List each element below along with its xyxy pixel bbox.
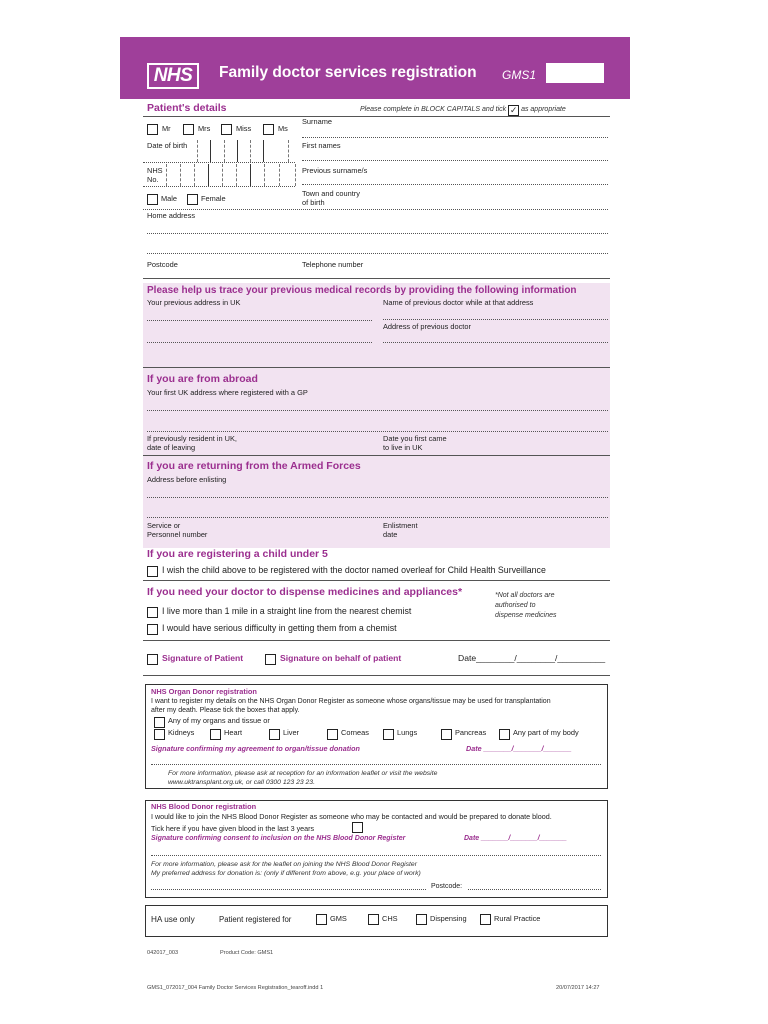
- first-names-label: First names: [302, 141, 341, 150]
- date-of-leaving-label: If previously resident in UK, date of leaving: [147, 434, 237, 452]
- nhs-separator: [194, 164, 195, 186]
- home-address-line-1[interactable]: [147, 233, 608, 234]
- tick-icon: ✓: [509, 105, 518, 115]
- blood-signature-field[interactable]: [151, 855, 601, 856]
- footer-timestamp: 20/07/2017 14:27: [556, 985, 600, 991]
- child-surveillance-checkbox[interactable]: [147, 566, 158, 577]
- dob-separator: [224, 140, 225, 162]
- footer-ref: 042017_003: [147, 950, 179, 956]
- blood-donor-text: I would like to join the NHS Blood Donor Register as someone who may be contacted and would be prepared to donate blood.: [151, 812, 552, 821]
- organ-heart-checkbox[interactable]: [210, 729, 221, 740]
- blood-info-text: For more information, please ask for the leaflet on joining the NHS Blood Donor Register My preferred address for donation is: (only if different from above, e.g. your place of work): [151, 861, 421, 877]
- organ-heart-label: Heart: [224, 728, 243, 737]
- dispense-difficulty-checkbox[interactable]: [147, 624, 158, 635]
- organ-lungs-label: Lungs: [397, 728, 418, 737]
- title-miss-label: Miss: [236, 124, 252, 133]
- organ-pancreas-checkbox[interactable]: [441, 729, 452, 740]
- organ-donor-title: NHS Organ Donor registration: [151, 687, 257, 696]
- nhs-separator: [279, 164, 280, 186]
- female-checkbox[interactable]: [187, 194, 198, 205]
- signature-patient-label: Signature of Patient: [162, 653, 244, 663]
- nhs-logo: NHS: [147, 63, 199, 89]
- form-code-field[interactable]: [546, 63, 604, 83]
- divider: [143, 278, 610, 279]
- divider: [143, 162, 295, 163]
- dob-separator: [263, 140, 264, 162]
- organ-signature-field[interactable]: [151, 764, 601, 765]
- divider: [143, 116, 610, 117]
- telephone-label: Telephone number: [302, 260, 364, 269]
- address-before-enlisting-label: Address before enlisting: [147, 475, 227, 484]
- divider: [143, 580, 610, 581]
- prev-address-label: Your previous address in UK: [147, 298, 241, 307]
- ha-gms-checkbox[interactable]: [316, 914, 327, 925]
- instruction-text: Please complete in BLOCK CAPITALS and tick ✓ as appropriate: [360, 105, 566, 115]
- doctor-address-line[interactable]: [383, 342, 608, 343]
- trace-records-panel: [143, 283, 610, 548]
- ha-rural-practice-label: Rural Practice: [494, 914, 541, 923]
- organ-any-part-checkbox[interactable]: [499, 729, 510, 740]
- patient-details-title: Patient's details: [147, 102, 227, 114]
- blood-postcode-label: Postcode:: [431, 883, 463, 890]
- surname-field[interactable]: [302, 137, 608, 138]
- personnel-number-label: Service or Personnel number: [147, 521, 208, 539]
- child-title: If you are registering a child under 5: [147, 548, 328, 560]
- dispense-distance-label: I live more than 1 mile in a straight line from the nearest chemist: [162, 606, 412, 616]
- ha-rural-practice-checkbox[interactable]: [480, 914, 491, 925]
- footer-product-code: Product Code: GMS1: [220, 950, 274, 956]
- dispense-difficulty-label: I would have serious difficulty in getting them from a chemist: [162, 623, 397, 633]
- dob-separator: [250, 140, 251, 162]
- organ-liver-checkbox[interactable]: [269, 729, 280, 740]
- ha-chs-label: CHS: [382, 914, 398, 923]
- divider: [143, 186, 295, 187]
- organ-liver-label: Liver: [283, 728, 300, 737]
- signature-behalf-checkbox[interactable]: [265, 654, 276, 665]
- blood-signature-date[interactable]: Date _______/_______/_______: [464, 835, 567, 842]
- organ-donor-text: I want to register my details on the NHS Organ Donor Register as someone whose organs/tissue may be used for transplantation after my death. Please tick the boxes that apply.: [151, 698, 551, 714]
- divider: [143, 675, 610, 676]
- blood-address-field[interactable]: [151, 889, 426, 890]
- title-ms-label: Ms: [278, 124, 288, 133]
- title-mrs-checkbox[interactable]: [183, 124, 194, 135]
- organ-signature-label: Signature confirming my agreement to organ/tissue donation: [151, 744, 360, 753]
- organ-signature-date[interactable]: Date _______/_______/_______: [466, 744, 572, 753]
- previous-surnames-label: Previous surname/s: [302, 166, 368, 175]
- divider: [143, 640, 610, 641]
- organ-corneas-label: Corneas: [341, 728, 369, 737]
- blood-postcode-field[interactable]: [468, 889, 601, 890]
- previous-surnames-field[interactable]: [302, 184, 608, 185]
- dob-separator: [210, 140, 211, 162]
- first-uk-address-label: Your first UK address where registered with a GP: [147, 388, 308, 397]
- organ-info-text: For more information, please ask at reception for an information leaflet or visit the website www.uktransplant.org.uk, or call 0300 123 23 23.: [168, 770, 438, 786]
- doctor-address-label: Address of previous doctor: [383, 322, 471, 331]
- nhs-separator: [222, 164, 223, 186]
- divider: [143, 367, 610, 368]
- abroad-title: If you are from abroad: [147, 373, 258, 385]
- nhs-separator: [236, 164, 237, 186]
- child-surveillance-label: I wish the child above to be registered with the doctor named overleaf for Child Health Surveillance: [162, 565, 546, 575]
- organ-corneas-checkbox[interactable]: [327, 729, 338, 740]
- organ-any-label: Any of my organs and tissue or: [168, 716, 270, 725]
- title-ms-checkbox[interactable]: [263, 124, 274, 135]
- nhs-separator: [180, 164, 181, 186]
- signature-behalf-label: Signature on behalf of patient: [280, 653, 402, 663]
- footer-file-name: GMS1_072017_004 Family Doctor Services Registration_tearoff.indd 1: [147, 985, 324, 991]
- male-checkbox[interactable]: [147, 194, 158, 205]
- organ-lungs-checkbox[interactable]: [383, 729, 394, 740]
- first-uk-address-line-1[interactable]: [147, 410, 608, 411]
- home-address-line-2[interactable]: [147, 253, 608, 254]
- town-of-birth-field[interactable]: [143, 209, 608, 210]
- female-label: Female: [201, 194, 226, 203]
- first-names-field[interactable]: [302, 160, 608, 161]
- organ-any-checkbox[interactable]: [154, 717, 165, 728]
- dob-label: Date of birth: [147, 141, 188, 150]
- town-of-birth-label: Town and country of birth: [302, 189, 360, 207]
- dispense-distance-checkbox[interactable]: [147, 607, 158, 618]
- prev-doctor-field[interactable]: [383, 319, 608, 320]
- organ-kidneys-checkbox[interactable]: [154, 729, 165, 740]
- form-title: Family doctor services registration: [219, 64, 477, 81]
- organ-any-part-label: Any part of my body: [513, 728, 579, 737]
- organ-kidneys-label: Kidneys: [168, 728, 195, 737]
- nhs-separator: [208, 164, 209, 186]
- prev-address-line-1[interactable]: [147, 320, 372, 321]
- enlistment-date-label: Enlistment date: [383, 521, 418, 539]
- armed-forces-title: If you are returning from the Armed Forces: [147, 460, 361, 472]
- nhs-number-field[interactable]: [166, 164, 296, 186]
- blood-given-label: Tick here if you have given blood in the last 3 years: [151, 824, 315, 833]
- dispense-title: If you need your doctor to dispense medicines and appliances*: [147, 586, 463, 598]
- title-mrs-label: Mrs: [198, 124, 211, 133]
- ha-dispensing-checkbox[interactable]: [416, 914, 427, 925]
- blood-given-checkbox[interactable]: [352, 822, 363, 833]
- postcode-label: Postcode: [147, 260, 178, 269]
- signature-patient-checkbox[interactable]: [147, 654, 158, 665]
- nhs-separator: [250, 164, 251, 186]
- prev-doctor-label: Name of previous doctor while at that address: [383, 298, 534, 307]
- male-label: Male: [161, 194, 178, 203]
- surname-label: Surname: [302, 117, 332, 126]
- nhs-separator: [264, 164, 265, 186]
- dispense-note: *Not all doctors are authorised to dispense medicines: [495, 592, 557, 619]
- blood-donor-title: NHS Blood Donor registration: [151, 802, 257, 811]
- organ-pancreas-label: Pancreas: [455, 728, 487, 737]
- ha-gms-label: GMS: [330, 914, 347, 923]
- first-uk-address-line-2[interactable]: [147, 431, 608, 432]
- trace-title: Please help us trace your previous medical records by providing the following information: [147, 285, 577, 296]
- address-before-enlisting-line-1[interactable]: [147, 497, 608, 498]
- ha-use-label: HA use only: [151, 915, 195, 924]
- divider: [143, 455, 610, 456]
- dob-separator: [237, 140, 238, 162]
- date-came-label: Date you first came to live in UK: [383, 434, 447, 452]
- home-address-label: Home address: [147, 211, 196, 220]
- form-code: GMS1: [502, 68, 537, 82]
- blood-signature-label: Signature confirming consent to inclusion on the NHS Blood Donor Register: [151, 835, 406, 842]
- title-mr-label: Mr: [162, 124, 171, 133]
- address-before-enlisting-line-2[interactable]: [147, 517, 608, 518]
- nhs-no-label: NHS No.: [147, 166, 163, 184]
- ha-chs-checkbox[interactable]: [368, 914, 379, 925]
- title-miss-checkbox[interactable]: [221, 124, 232, 135]
- signature-date[interactable]: Date________/________/__________: [458, 653, 606, 663]
- ha-registered-label: Patient registered for: [219, 915, 292, 924]
- prev-address-line-2[interactable]: [147, 342, 372, 343]
- ha-dispensing-label: Dispensing: [430, 914, 467, 923]
- title-mr-checkbox[interactable]: [147, 124, 158, 135]
